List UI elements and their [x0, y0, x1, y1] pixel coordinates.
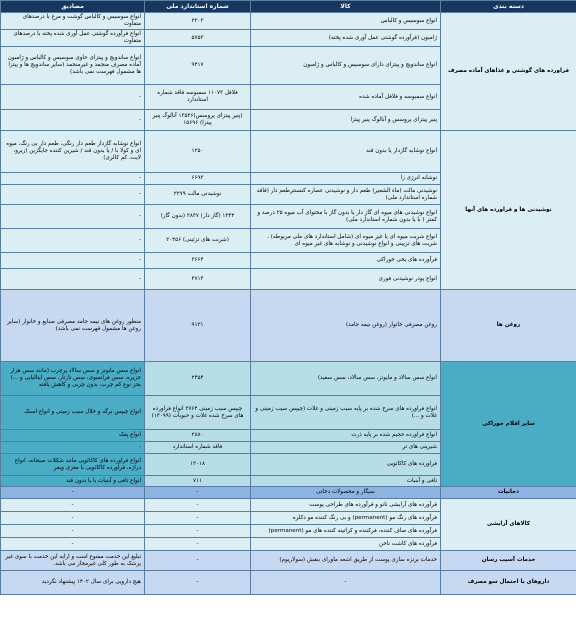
product-cell: انواع نوشابه گازدار یا بدون قند — [251, 131, 441, 173]
notes-cell: - — [1, 110, 145, 131]
standard-cell: ۱۲۰۱۸ — [145, 454, 251, 476]
notes-cell: انواع ساندویچ و پیتزای حاوی سوسیس و کالباس و ژامبون آماده مصرف منجمد و غیرمنجمد (سایر ساندویچ ها و پیتزا ها مشمول فهرست نمی باشد) — [1, 47, 145, 85]
product-cell: انواع شربت میوه ای یا غیر میوه ای (شامل استاندارد های ملی مربوطه) ، شربت های تزیینی و انواع نوشیدنی و نوشابه های غیر میوه ای — [251, 229, 441, 253]
notes-cell: انواع چیپس برگه و خلال سیب زمینی و انواع اسنک — [1, 396, 145, 430]
header-product: کالا — [251, 1, 441, 13]
notes-cell: - — [1, 229, 145, 253]
standard-cell: ۳۶۶۴ — [145, 253, 251, 269]
standard-cell: ۵۷۵۳ — [145, 30, 251, 47]
notes-cell: انواع فراورده های کاکائویی مانند شکلات صبحانه، انواع دراژه، فراورده کاکائویی با مغزی ویفر — [1, 454, 145, 476]
notes-cell: انواع نوشابه گازدار طعم دار رنگی، طعم دار بی رنگ، میوه ای و کولا با / یا بدون قند / شیرین کننده جایگزین (زیرو، لایت، کم کالری) — [1, 131, 145, 173]
notes-cell: انواع سوسیس و کالباس گوشت و مرغ با درصدهای متفاوت — [1, 13, 145, 30]
category-drinks: نوشیدنی ها و فراورده های آنها — [441, 131, 576, 290]
product-cell: تافی و آبنبات — [251, 476, 441, 487]
table-row — [1, 551, 576, 571]
notes-cell: - — [1, 205, 145, 229]
product-cell: پنیر پیتزای پروسس و آنالوگ پنیر پیتزا — [251, 110, 441, 131]
product-cell: - — [251, 571, 441, 595]
product-cell: انواع سوسیس و کالباس — [251, 13, 441, 30]
notes-cell: انواع تافی و آبنبات با یا بدون قند — [1, 476, 145, 487]
product-cell: انواع سس سالاد و مایونز، سس سالاد، سس سفید) — [251, 362, 441, 396]
product-cell: روغن مصرفی خانوار (روغن نیمه جامد) — [251, 290, 441, 362]
notes-cell: - — [1, 487, 145, 499]
product-cell: شیرینی های تر — [251, 442, 441, 454]
table-row — [1, 362, 576, 396]
category-tobacco: دخانیات — [441, 487, 576, 499]
standard-cell: ۹۱۳۱ — [145, 290, 251, 362]
standard-cell: ۴۷۱۴ — [145, 269, 251, 290]
notes-cell: تبلیغ این خدمت ممنوع است و ارایه این خدمت با سوی غیر پزشک به طور کلی غیرمجاز می باشد. — [1, 551, 145, 571]
category-cosmetics: کالاهای آرایشی — [441, 499, 576, 551]
product-cell: انواع سمبوسه و فلافل آماده شده — [251, 85, 441, 110]
header-standard: شماره استاندارد ملی — [145, 1, 251, 13]
notes-cell: - — [1, 442, 145, 454]
standard-cell: ۲۸۸۰ — [145, 430, 251, 442]
product-cell: فرآورده های رنگ مو (permanent) و بی رنگ کننده مو دکلره — [251, 512, 441, 525]
category-meat: فراورده های گوشتی و غذاهای آماده مصرف — [441, 13, 576, 131]
standard-cell: - — [145, 512, 251, 525]
product-cell: فرآورده های یخی خوراکی — [251, 253, 441, 269]
product-cell: فرآورده های آرایشی نانو و فرآورده های طراحی پوست — [251, 499, 441, 512]
notes-cell: - — [1, 525, 145, 538]
standard-cell: چیپس سیب زمینی ۳۷۶۴ انواع فراورده های سرخ شده غلات و حبوبات (۱۳۰۹۹) — [145, 396, 251, 430]
table-row — [1, 131, 576, 173]
product-cell: سیگار و محصولات دخانی — [251, 487, 441, 499]
product-cell: نوشیدنی مالت (ماء الشعیر) طعم دار و نوشیدنی عصاره کنسنترطعم دار (فاقد شماره استاندارد ملی) — [251, 185, 441, 205]
standard-cell: - — [145, 487, 251, 499]
standard-cell: ۱۳۴۴ (گاز دار) ۲۸۳۷ (بدون گاز) — [145, 205, 251, 229]
product-cell: فرآورده های کاشت ناخن — [251, 538, 441, 551]
table-row — [1, 571, 576, 595]
product-cell: انواع فراورده حجیم شده بر پایه ذرت — [251, 430, 441, 442]
standard-cell: - — [145, 571, 251, 595]
standard-cell: فاقد شماره استاندارد — [145, 442, 251, 454]
notes-cell: منظور روغن های نیمه جامد مصرفی صنایع و خانوار (سایر روغن ها مشمول فهرست نمی باشد) — [1, 290, 145, 362]
product-cell: انواع پودر نوشیدنی فوری — [251, 269, 441, 290]
standard-cell: نوشیدنی مالت ۲۲۷۹ — [145, 185, 251, 205]
category-other-food: سایر اقلام خوراکی — [441, 362, 576, 487]
standard-cell: - — [145, 551, 251, 571]
notes-cell: - — [1, 538, 145, 551]
table-row — [1, 487, 576, 499]
standard-cell: ۲۳۰۳ — [145, 13, 251, 30]
product-cell: ژامبون (فرآورده گوشتی عمل آوری شده پخته) — [251, 30, 441, 47]
standard-cell: ۲۴۵۴ — [145, 362, 251, 396]
notes-cell: - — [1, 185, 145, 205]
category-drugs: داروهای با احتمال سو مصرف — [441, 571, 576, 595]
product-cell: خدمات برنزه سازی پوست از طریق اشعه ماورای بنفش (سولاریوم) — [251, 551, 441, 571]
standard-cell: فلافل ۱۱۰۷۳ سمبوسه فاقد شماره استاندارد — [145, 85, 251, 110]
table-row — [1, 499, 576, 512]
header-row — [1, 1, 576, 13]
product-cell: انواع فراورده های سرخ شده بر پایه سیب زمینی و غلات (چیپس سیب زمینی و غلات و ...) — [251, 396, 441, 430]
notes-cell: - — [1, 85, 145, 110]
standard-cell: - — [145, 538, 251, 551]
category-services: خدمات آسیب رسان — [441, 551, 576, 571]
standard-cell: ۱۲۵۰ — [145, 131, 251, 173]
notes-cell: - — [1, 512, 145, 525]
header-notes: مصادیق — [1, 1, 145, 13]
standard-cell: ۶۶۹۳ — [145, 173, 251, 185]
table-row — [1, 290, 576, 362]
standard-cell: - — [145, 499, 251, 512]
header-category: دسته بندی — [441, 1, 576, 13]
standard-cell: (شربت های تزئینی) ۲۰۴۵۶ — [145, 229, 251, 253]
product-cell: انواع ساندویچ و پیتزای دارای سوسیس و کالباس و ژامبون — [251, 47, 441, 85]
notes-cell: انواع سس مایونز و سس سالاد پرچرب (مانند سس هزار جزیره، سس فرانسوی، سس تارتار، سس ایتالیایی و ...) بجز نوع کم چرب، بدون چربی و کاهش یافته — [1, 362, 145, 396]
product-cell: نوشابه انرژی زا — [251, 173, 441, 185]
notes-cell: - — [1, 269, 145, 290]
standard-cell: - — [145, 525, 251, 538]
notes-cell: - — [1, 499, 145, 512]
notes-cell: - — [1, 173, 145, 185]
notes-cell: هیچ دارویی برای سال ۱۴۰۲ پیشنهاد نگردید — [1, 571, 145, 595]
table-row — [1, 13, 576, 30]
standard-cell: (پنیر پیتزای پروسس)۱۳۵۴۶ آنالوگ پنیر پیتزا) ۱۵۶۹۶ — [145, 110, 251, 131]
standard-cell: ۷۱۱ — [145, 476, 251, 487]
product-cell: انواع نوشیدنی های میوه ای گاز دار یا بدون گاز با محتوای آب میوه ۲۵ درصد و کمتر ( با یا بدون شماره استاندارد ملی) — [251, 205, 441, 229]
notes-cell: انواع فرآورده گوشتی عمل آوری شده پخته با درصدهای متفاوت — [1, 30, 145, 47]
product-cell: فراورده های کاکائویی — [251, 454, 441, 476]
notes-cell: - — [1, 253, 145, 269]
notes-cell: انواع پفک — [1, 430, 145, 442]
product-cell: فرآورده های صاف کننده، فرکننده و کراتینه کننده های مو (permanent) — [251, 525, 441, 538]
category-oils: روغن ها — [441, 290, 576, 362]
standard-cell: ۹۴۱۷ — [145, 47, 251, 85]
